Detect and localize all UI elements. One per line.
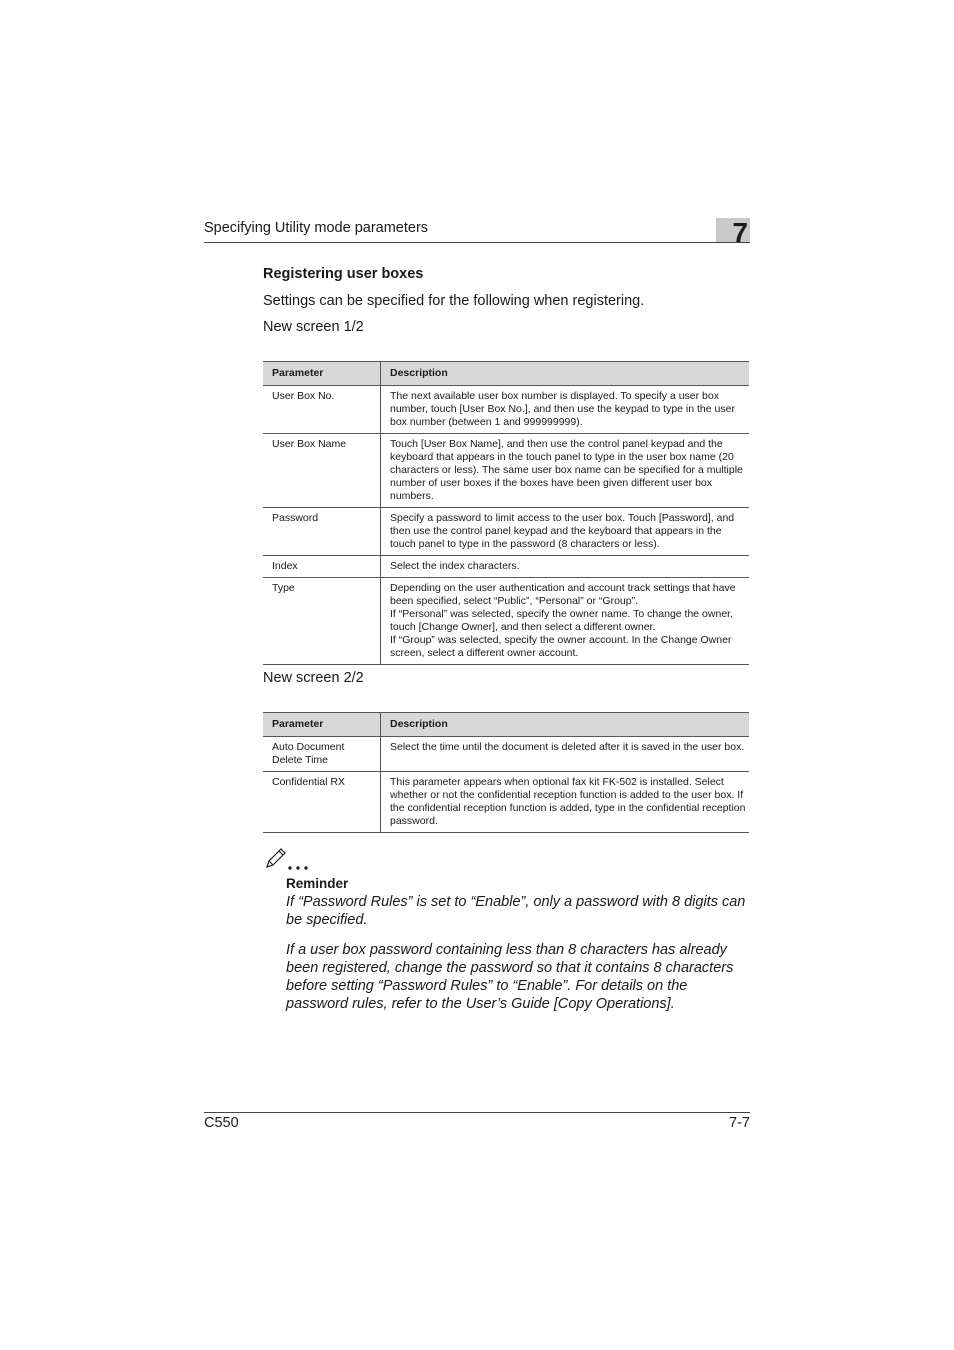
description-cell xyxy=(381,578,750,665)
parameter-table-screen-2 xyxy=(263,712,749,833)
reminder-title: Reminder xyxy=(286,876,349,891)
description-line: If “Personal” was selected, specify the owner name. To change the owner, touch [Change Owner], and then select a different owner. xyxy=(390,608,733,633)
table-row xyxy=(263,556,749,578)
header-rule xyxy=(204,242,750,243)
parameter-table-screen-1 xyxy=(263,361,749,665)
running-header-title: Specifying Utility mode parameters xyxy=(204,220,429,236)
table1-caption: New screen 1/2 xyxy=(263,319,364,335)
table-header-row xyxy=(263,362,749,386)
table-row xyxy=(263,508,749,556)
parameter-cell: Auto Document Delete Time xyxy=(263,737,381,772)
footer-model: C550 xyxy=(204,1115,239,1131)
description-cell: Select the time until the document is deleted after it is saved in the user box. xyxy=(381,737,750,772)
parameter-cell: Index xyxy=(263,556,381,578)
parameter-cell: Type xyxy=(263,578,381,665)
description-line: Depending on the user authentication and account track settings that have been specified, select “Public”, “Personal” or “Group”. xyxy=(390,582,736,607)
table-row xyxy=(263,772,749,833)
description-cell: The next available user box number is displayed. To specify a user box number, touch [User Box No.], and then use the keypad to type in the user box number (between 1 and 999999999). xyxy=(381,386,750,434)
description-cell: This parameter appears when optional fax kit FK-502 is installed. Select whether or not the confidential reception function is added to the user box. If the confidential reception function is added, type in the confidential reception password. xyxy=(381,772,750,833)
parameter-cell: User Box No. xyxy=(263,386,381,434)
parameter-cell: Confidential RX xyxy=(263,772,381,833)
reminder-paragraph: If a user box password containing less than 8 characters has already been registered, change the password so that it contains 8 characters before setting “Password Rules” to “Enable”. For details on the password rules, refer to the User’s Guide [Copy Operations]. xyxy=(286,942,734,1012)
description-cell: Touch [User Box Name], and then use the control panel keypad and the keyboard that appears in the touch panel to type in the user box name (20 characters or less). The same user box name can be specified for a multiple number of user boxes if the boxes have been given different user box numbers. xyxy=(381,434,750,508)
intro-paragraph: Settings can be specified for the following when registering. xyxy=(263,293,645,309)
parameter-cell: Password xyxy=(263,508,381,556)
footer-rule xyxy=(204,1112,750,1113)
column-header-description: Description xyxy=(381,362,750,386)
table-row xyxy=(263,578,749,665)
column-header-description: Description xyxy=(381,713,750,737)
table-row xyxy=(263,434,749,508)
section-heading: Registering user boxes xyxy=(263,266,424,282)
table-row xyxy=(263,737,749,772)
table-header-row xyxy=(263,713,749,737)
table-row xyxy=(263,386,749,434)
table2-caption: New screen 2/2 xyxy=(263,670,364,686)
footer-page-number: 7-7 xyxy=(729,1115,750,1131)
description-cell: Select the index characters. xyxy=(381,556,750,578)
pencil-note-icon xyxy=(264,846,312,872)
parameter-cell: User Box Name xyxy=(263,434,381,508)
chapter-number-badge: 7 xyxy=(716,218,750,242)
column-header-parameter: Parameter xyxy=(263,362,381,386)
description-cell: Specify a password to limit access to the user box. Touch [Password], and then use the control panel keypad and the keyboard that appears in the touch panel to type in the password (8 characters or less). xyxy=(381,508,750,556)
reminder-paragraph: If “Password Rules” is set to “Enable”, only a password with 8 digits can be specified. xyxy=(286,894,746,928)
description-line: If “Group” was selected, specify the owner account. In the Change Owner screen, select a different owner account. xyxy=(390,634,732,659)
column-header-parameter: Parameter xyxy=(263,713,381,737)
